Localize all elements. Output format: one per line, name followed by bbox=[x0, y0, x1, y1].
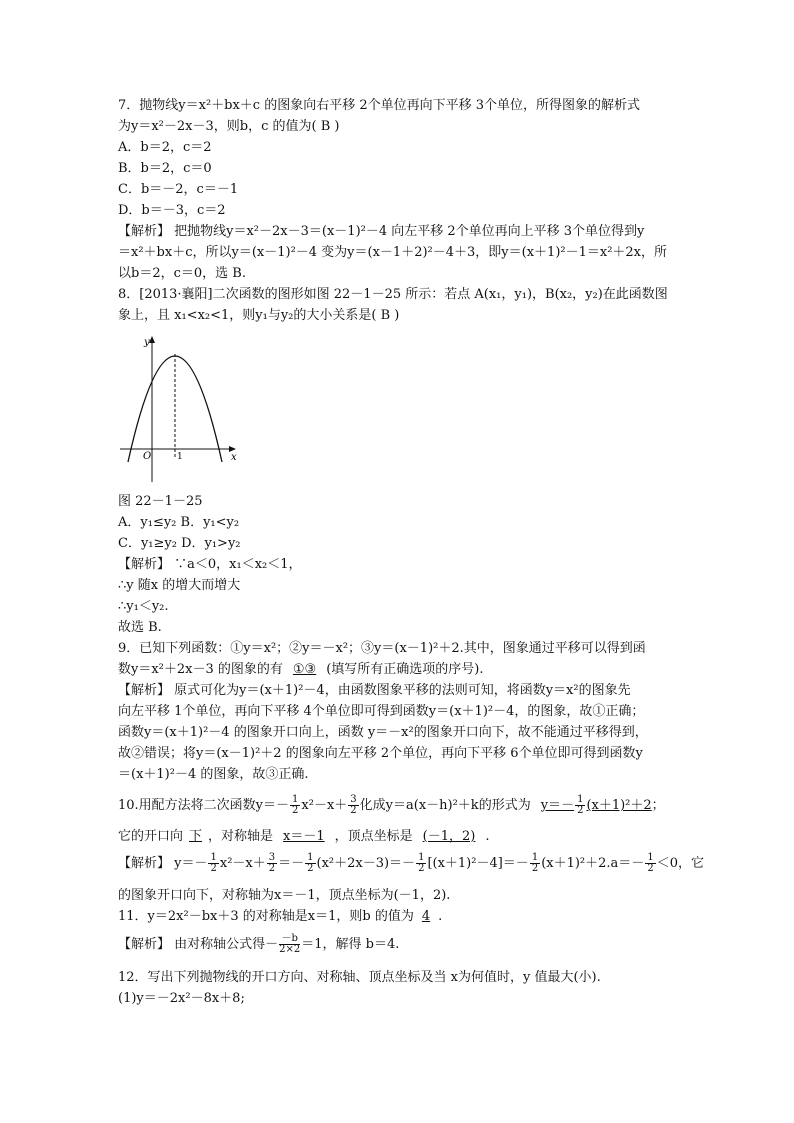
q9-analysis-line4: 故②错误；将y＝(x－1)²＋2 的图象向左平移 2个单位，再向下平移 6个单位即可得到函数y bbox=[118, 746, 643, 761]
frac-num: －b bbox=[279, 934, 300, 945]
frac-den: 2 bbox=[350, 805, 357, 816]
q8-options-cd: C．y₁≥y₂ D．y₁>y₂ bbox=[118, 536, 241, 551]
q11-an-b: ＝1，解得 b＝4. bbox=[301, 937, 400, 952]
frac-num: 1 bbox=[292, 794, 299, 805]
q7-analysis-line2: ＝x²＋bx＋c，所以y＝(x－1)²－4 变为y＝(x－1＋2)²－4＋3，即y＝(x＋1)²－1＝x²＋2x，所 bbox=[118, 245, 668, 260]
q11-stem bbox=[118, 909, 442, 925]
q10-answer-direction: 下 bbox=[189, 829, 203, 844]
q10-answer-vertex: (－1，2) bbox=[422, 829, 476, 844]
parabola-figure bbox=[118, 332, 248, 484]
q9-analysis-line3: 函数y＝(x＋1)²－4 的图象开口向上，函数 y＝－x²的图象开口向下，故不能通过平移得到， bbox=[118, 725, 648, 740]
y-axis-label: y bbox=[144, 337, 150, 348]
q10-text-b: x²－x＋ bbox=[301, 798, 348, 813]
frac-den: 2 bbox=[268, 863, 276, 874]
q12-stem: 12．写出下列抛物线的开口方向、对称轴、顶点坐标及当 x为何值时，y 值最大(小). bbox=[118, 970, 601, 985]
frac-one-half bbox=[530, 853, 540, 874]
q7-stem-line2: 为y＝x²－2x－3，则b，c 的值为( B ) bbox=[118, 119, 340, 134]
frac-den: 2 bbox=[307, 863, 314, 874]
q10-an-d: (x²＋2x－3)＝－ bbox=[316, 856, 416, 871]
q10-an-c: ＝－ bbox=[278, 856, 305, 871]
q10-answer-form bbox=[531, 794, 652, 816]
frac-one-half bbox=[416, 853, 426, 874]
frac-den: 2 bbox=[647, 863, 654, 874]
q10-text-a: 10.用配方法将二次函数y＝－ bbox=[118, 798, 290, 813]
frac-den: 2 bbox=[418, 863, 425, 874]
frac-one-half bbox=[305, 853, 315, 874]
frac-one-half bbox=[208, 853, 218, 874]
q10-analysis-line2: 的图象开口向下，对称轴为x＝－1，顶点坐标为(－1，2). bbox=[118, 888, 451, 903]
q8-stem-line2: 象上，且 x₁<x₂<1，则y₁与y₂的大小关系是( B ) bbox=[118, 308, 400, 323]
q12-part1: (1)y＝－2x²－8x＋8; bbox=[118, 991, 245, 1006]
frac-den: 2 bbox=[531, 863, 539, 874]
q10-an-b: x²－x＋ bbox=[219, 856, 266, 871]
q10-ans-a: y＝－ bbox=[540, 798, 575, 813]
q7-option-b: B．b＝2，c＝0 bbox=[118, 161, 212, 176]
q7-stem-line1: 7．抛物线y＝x²＋bx＋c 的图象向右平移 2个单位再向下平移 3个单位，所得图象的解析式 bbox=[118, 98, 641, 113]
q10-an-f: (x＋1)²＋2.a＝－ bbox=[541, 856, 645, 871]
frac-num: 3 bbox=[268, 852, 276, 863]
q11-text-end: . bbox=[438, 909, 443, 924]
q11-analysis bbox=[118, 930, 399, 960]
q10-answer-axis: x＝－1 bbox=[283, 829, 325, 844]
q10-text-vertex: ，顶点坐标是 bbox=[334, 829, 413, 844]
frac-den: 2 bbox=[292, 805, 299, 816]
frac-num: 1 bbox=[210, 852, 217, 863]
x-axis-label: x bbox=[231, 452, 237, 463]
q10-analysis-line1 bbox=[118, 850, 704, 878]
frac-b-over-4 bbox=[279, 934, 300, 955]
q9-analysis-line2: 向左平移 1个单位，再向下平移 4个单位即可得到函数y＝(x＋1)²－4，的图象，故①正确； bbox=[118, 704, 645, 719]
frac-num: 1 bbox=[647, 852, 654, 863]
q7-analysis-line1: 【解析】 把抛物线y＝x²－2x－3＝(x－1)²－4 向左平移 2个单位再向上平移 3个单位得到y bbox=[118, 224, 645, 239]
q8-stem-line1: 8．[2013·襄阳]二次函数的图形如图 22－1－25 所示：若点 A(x₁，y₁)，B(x₂，y₂)在此函数图 bbox=[118, 287, 668, 302]
frac-num: 1 bbox=[307, 852, 314, 863]
frac-one-half bbox=[645, 853, 655, 874]
q9-answer: ①③ bbox=[292, 662, 317, 677]
q10-stem-line1 bbox=[118, 792, 665, 820]
tick-label-1: 1 bbox=[177, 452, 183, 462]
q7-option-d: D．b＝－3，c＝2 bbox=[118, 203, 226, 218]
q10-text-axis: ，对称轴是 bbox=[208, 829, 274, 844]
q8-analysis-line3: ∴y₁＜y₂. bbox=[118, 599, 169, 614]
frac-three-half bbox=[348, 795, 358, 816]
y-axis-arrow bbox=[149, 336, 155, 343]
frac-num: 1 bbox=[418, 852, 425, 863]
q10-ans-b: (x＋1)²＋2 bbox=[586, 798, 652, 813]
frac-den: 2 bbox=[210, 863, 217, 874]
q7-analysis-line3: 以b＝2，c＝0，选 B. bbox=[118, 266, 246, 281]
frac-den: 2×2 bbox=[279, 944, 301, 955]
q10-text-end: . bbox=[485, 829, 490, 844]
q9-analysis-line1: 【解析】 原式可化为y＝(x＋1)²－4，由函数图象平移的法则可知，将函数y＝x²的图象先 bbox=[118, 683, 631, 698]
q11-an-a: 【解析】 由对称轴公式得－ bbox=[118, 937, 279, 952]
q9-stem-text: 数y＝x²＋2x－3 的图象的有 bbox=[118, 662, 283, 677]
q8-analysis-line1: 【解析】 ∵a＜0，x₁＜x₂＜1， bbox=[118, 557, 302, 572]
q8-analysis-line4: 故选 B. bbox=[118, 620, 162, 635]
q9-stem-line2 bbox=[118, 662, 484, 678]
origin-label: O bbox=[143, 451, 152, 462]
q8-analysis-line2: ∴y 随x 的增大而增大 bbox=[118, 578, 241, 593]
q9-stem-hint: (填写所有正确选项的序号). bbox=[326, 662, 484, 677]
q11-answer: 4 bbox=[421, 909, 431, 924]
frac-den: 2 bbox=[577, 805, 584, 816]
q8-options-ab: A．y₁≤y₂ B．y₁<y₂ bbox=[118, 515, 240, 530]
frac-num: 1 bbox=[577, 794, 584, 805]
frac-num: 1 bbox=[531, 852, 539, 863]
q10-stem-line2 bbox=[118, 829, 490, 845]
q10-text-f: ； bbox=[651, 798, 665, 813]
q9-stem-line1: 9．已知下列函数：①y＝x²；②y＝－x²；③y＝(x－1)²＋2.其中，图象通过平移可以得到函 bbox=[118, 641, 646, 656]
q10-text-c: 化成y＝a(x－h)²＋k的形式为 bbox=[359, 798, 531, 813]
q10-an-e: [(x＋1)²－4]＝－ bbox=[427, 856, 529, 871]
frac-num: 3 bbox=[350, 794, 357, 805]
q10-an-g: ＜0，它 bbox=[656, 856, 704, 871]
frac-one-half bbox=[575, 795, 585, 816]
q11-text: 11．y＝2x²－bx＋3 的对称轴是x＝1，则b 的值为 bbox=[118, 909, 414, 924]
figure-caption: 图 22－1－25 bbox=[118, 494, 203, 509]
q9-analysis-line5: ＝(x＋1)²－4 的图象，故③正确. bbox=[118, 767, 309, 782]
frac-three-half bbox=[267, 853, 277, 874]
frac-one-half bbox=[290, 795, 300, 816]
q10-an-a: 【解析】 y＝－ bbox=[118, 856, 208, 871]
q7-option-c: C．b＝－2，c＝－1 bbox=[118, 182, 239, 197]
q10-text-open: 它的开口向 bbox=[118, 829, 184, 844]
q7-option-a: A．b＝2，c＝2 bbox=[118, 140, 212, 155]
